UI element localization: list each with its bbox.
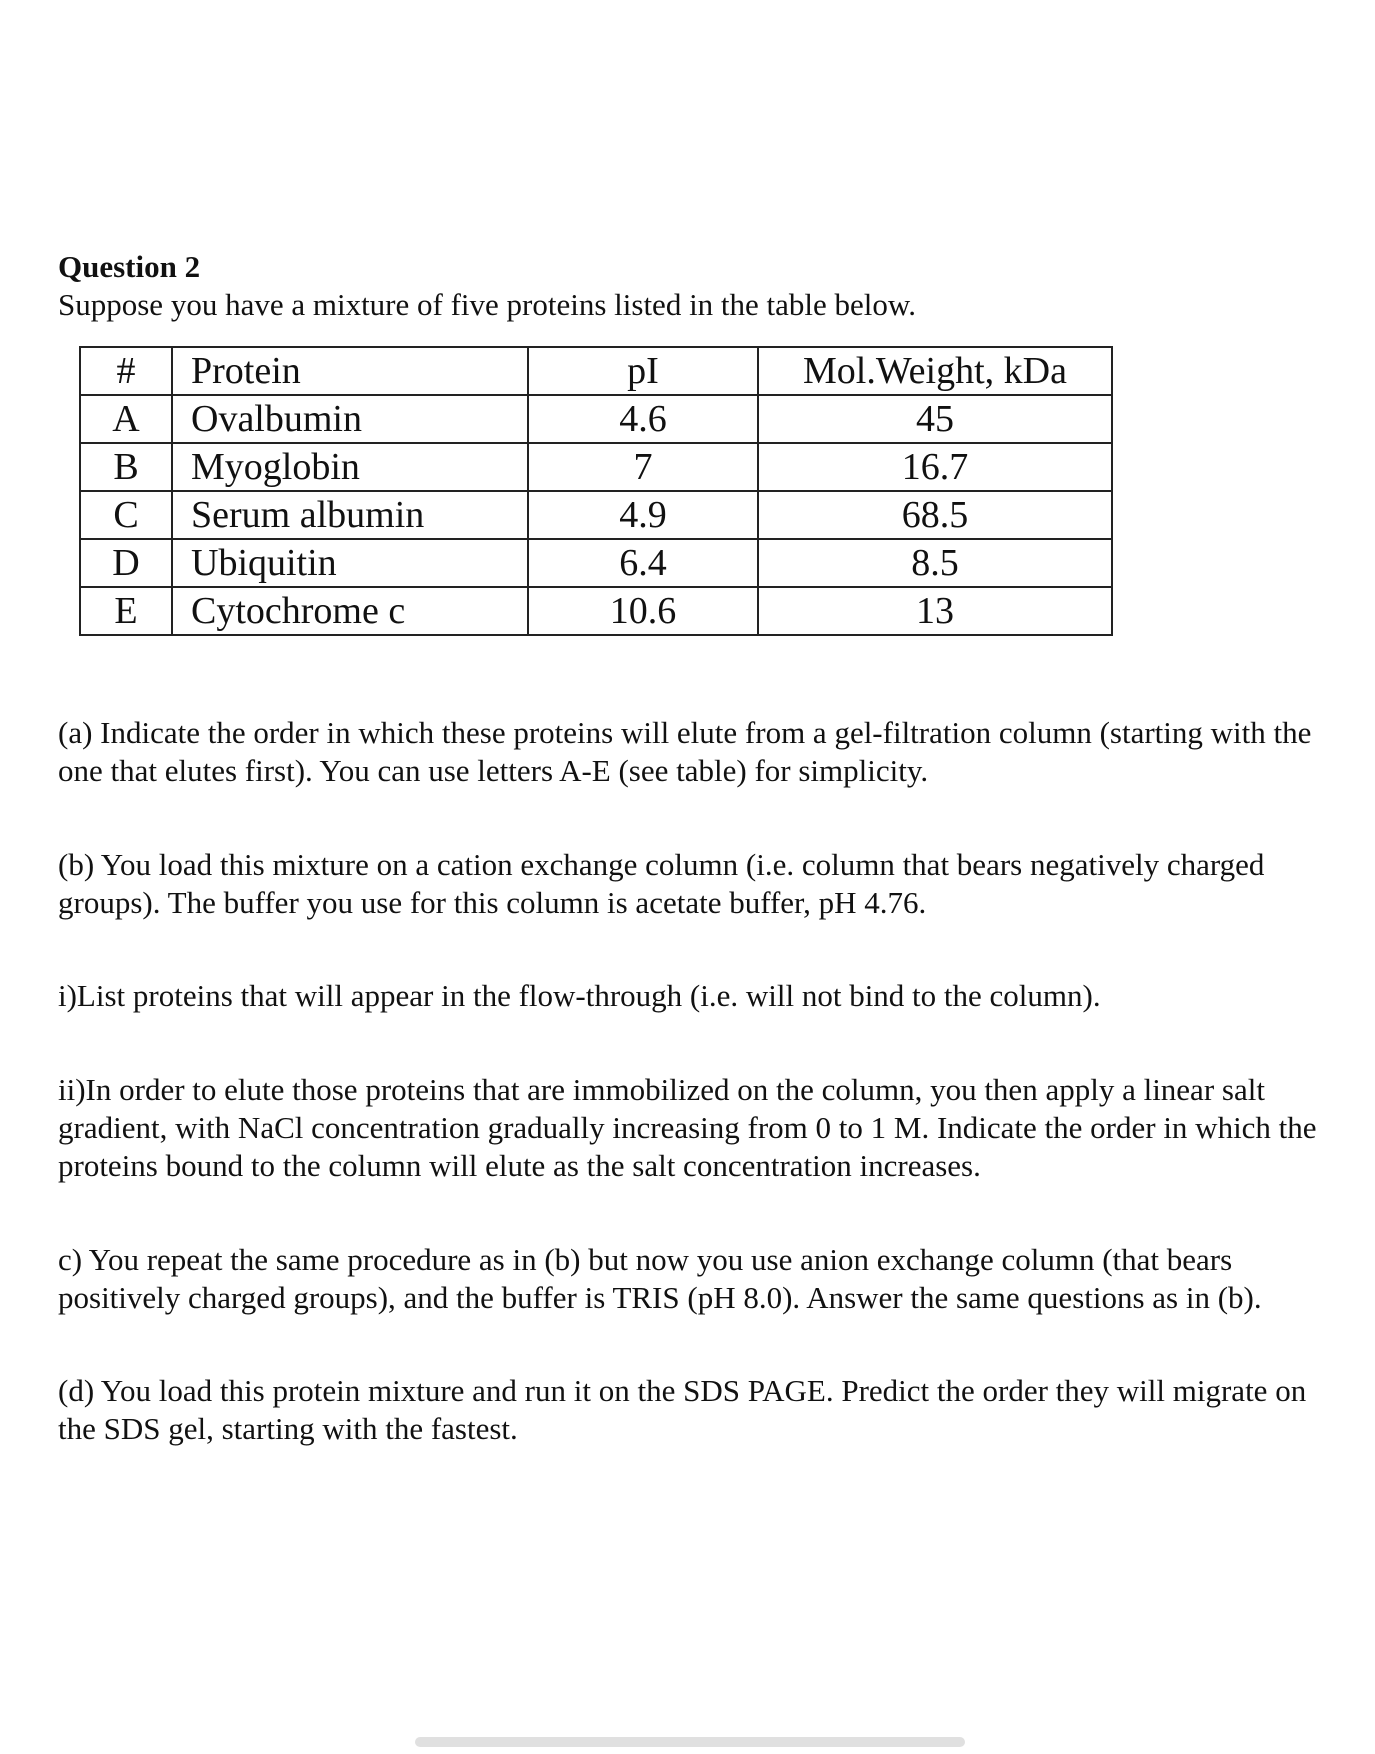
part-c-text: c) You repeat the same procedure as in (b) but now you use anion exchange column (that bears positively charged groups), and the buffer is TRIS (pH 8.0). Answer the same questions as in (b). xyxy=(58,1242,1262,1315)
cell-mol-weight: 8.5 xyxy=(758,539,1112,587)
horizontal-scrollbar[interactable] xyxy=(415,1737,965,1747)
header-id: # xyxy=(80,347,172,395)
table-row xyxy=(80,539,1112,587)
table-header-row xyxy=(80,347,1112,395)
cell-protein: Ubiquitin xyxy=(172,539,528,587)
cell-pi: 4.6 xyxy=(528,395,758,443)
cell-id: A xyxy=(80,395,172,443)
cell-protein: Cytochrome c xyxy=(172,587,528,635)
header-mol-weight: Mol.Weight, kDa xyxy=(758,347,1112,395)
cell-pi: 10.6 xyxy=(528,587,758,635)
table-row xyxy=(80,491,1112,539)
cell-mol-weight: 45 xyxy=(758,395,1112,443)
cell-pi: 7 xyxy=(528,443,758,491)
table-row xyxy=(80,395,1112,443)
cell-id: E xyxy=(80,587,172,635)
part-b-text: (b) You load this mixture on a cation exchange column (i.e. column that bears negatively charged groups). The buffer you use for this column is acetate buffer, pH 4.76. xyxy=(58,847,1265,920)
protein-table xyxy=(79,346,1113,636)
cell-protein: Serum albumin xyxy=(172,491,528,539)
table-row xyxy=(80,587,1112,635)
header-protein: Protein xyxy=(172,347,528,395)
question-intro: Suppose you have a mixture of five proteins listed in the table below. xyxy=(58,287,917,322)
cell-id: B xyxy=(80,443,172,491)
table-row xyxy=(80,443,1112,491)
part-a-text: (a) Indicate the order in which these proteins will elute from a gel-filtration column (starting with the one that elutes first). You can use letters A-E (see table) for simplicity. xyxy=(58,715,1312,788)
cell-pi: 6.4 xyxy=(528,539,758,587)
part-d-text: (d) You load this protein mixture and run it on the SDS PAGE. Predict the order they will migrate on the SDS gel, starting with the fastest. xyxy=(58,1373,1307,1446)
cell-mol-weight: 68.5 xyxy=(758,491,1112,539)
cell-pi: 4.9 xyxy=(528,491,758,539)
question-title: Question 2 xyxy=(58,249,201,284)
part-b-ii-text: ii)In order to elute those proteins that are immobilized on the column, you then apply a linear salt gradient, with NaCl concentration gradually increasing from 0 to 1 M. Indicate the order in which the proteins bound to the column will elute as the salt concentration increases. xyxy=(58,1072,1317,1183)
part-b-i-text: i)List proteins that will appear in the flow-through (i.e. will not bind to the column). xyxy=(58,978,1101,1013)
header-pi: pI xyxy=(528,347,758,395)
cell-mol-weight: 13 xyxy=(758,587,1112,635)
cell-id: D xyxy=(80,539,172,587)
cell-id: C xyxy=(80,491,172,539)
cell-protein: Myoglobin xyxy=(172,443,528,491)
cell-mol-weight: 16.7 xyxy=(758,443,1112,491)
cell-protein: Ovalbumin xyxy=(172,395,528,443)
